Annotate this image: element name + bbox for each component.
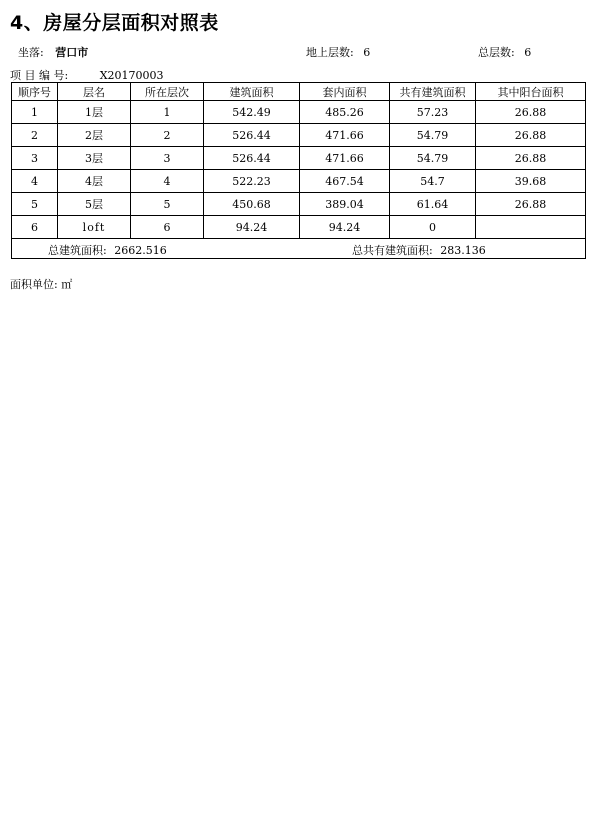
- cell-floor-level: 5: [131, 193, 204, 216]
- area-unit-note: [10, 276, 72, 292]
- floors-total-value: 6: [524, 46, 532, 59]
- location-value: 营口市: [55, 46, 89, 59]
- total-shared-value: 283.136: [440, 244, 486, 257]
- cell-balcony-area: [476, 216, 586, 239]
- cell-unit-area: 467.54: [300, 170, 390, 193]
- cell-shared-area: 54.79: [390, 124, 476, 147]
- cell-unit-area: 471.66: [300, 124, 390, 147]
- cell-shared-area: 54.79: [390, 147, 476, 170]
- cell-floor-level: 6: [131, 216, 204, 239]
- cell-unit-area: 389.04: [300, 193, 390, 216]
- cell-shared-area: 57.23: [390, 101, 476, 124]
- cell-shared-area: 0: [390, 216, 476, 239]
- cell-balcony-area: 26.88: [476, 124, 586, 147]
- page-title: 4、房屋分层面积对照表: [10, 12, 219, 34]
- cell-seq: 3: [12, 147, 58, 170]
- table-row: [12, 216, 586, 239]
- totals-cell: [12, 239, 586, 259]
- floors-above-field: [306, 44, 370, 60]
- cell-building-area: 526.44: [204, 124, 300, 147]
- totals-row: [12, 239, 586, 259]
- unit-value: ㎡: [61, 278, 73, 291]
- cell-balcony-area: 26.88: [476, 147, 586, 170]
- floors-total-field: [478, 44, 531, 60]
- floors-above-label: 地上层数:: [306, 46, 354, 59]
- cell-floor-name: 4层: [58, 170, 131, 193]
- cell-shared-area: 61.64: [390, 193, 476, 216]
- cell-building-area: 526.44: [204, 147, 300, 170]
- cell-floor-name: loft: [58, 216, 131, 239]
- col-header-unit-area: 套内面积: [300, 83, 390, 101]
- total-building-label: 总建筑面积:: [48, 244, 107, 257]
- cell-seq: 6: [12, 216, 58, 239]
- floors-above-value: 6: [363, 46, 371, 59]
- location-label: 坐落:: [18, 46, 44, 59]
- total-shared-area: [352, 242, 486, 258]
- col-header-balcony-area: 其中阳台面积: [476, 83, 586, 101]
- cell-floor-name: 3层: [58, 147, 131, 170]
- cell-building-area: 94.24: [204, 216, 300, 239]
- location-field: [18, 44, 88, 60]
- cell-floor-level: 4: [131, 170, 204, 193]
- project-number-field: [10, 67, 164, 83]
- cell-floor-level: 2: [131, 124, 204, 147]
- cell-unit-area: 471.66: [300, 147, 390, 170]
- cell-balcony-area: 26.88: [476, 193, 586, 216]
- floors-total-label: 总层数:: [478, 46, 515, 59]
- floor-area-table: [11, 82, 586, 259]
- unit-label: 面积单位:: [10, 278, 58, 291]
- table-row: [12, 101, 586, 124]
- cell-building-area: 542.49: [204, 101, 300, 124]
- cell-floor-level: 3: [131, 147, 204, 170]
- cell-balcony-area: 39.68: [476, 170, 586, 193]
- table-row: [12, 193, 586, 216]
- cell-floor-name: 1层: [58, 101, 131, 124]
- col-header-seq: 顺序号: [12, 83, 58, 101]
- total-building-value: 2662.516: [114, 244, 167, 257]
- cell-floor-name: 2层: [58, 124, 131, 147]
- cell-seq: 4: [12, 170, 58, 193]
- cell-seq: 1: [12, 101, 58, 124]
- table-header-row: [12, 83, 586, 101]
- cell-unit-area: 94.24: [300, 216, 390, 239]
- table-row: [12, 124, 586, 147]
- cell-floor-level: 1: [131, 101, 204, 124]
- col-header-floor-level: 所在层次: [131, 83, 204, 101]
- cell-floor-name: 5层: [58, 193, 131, 216]
- cell-building-area: 522.23: [204, 170, 300, 193]
- col-header-shared-area: 共有建筑面积: [390, 83, 476, 101]
- table-row: [12, 170, 586, 193]
- col-header-floor-name: 层名: [58, 83, 131, 101]
- project-label: 项 目 编 号:: [10, 69, 69, 82]
- total-building-area: [48, 242, 167, 258]
- cell-seq: 5: [12, 193, 58, 216]
- col-header-building-area: 建筑面积: [204, 83, 300, 101]
- cell-balcony-area: 26.88: [476, 101, 586, 124]
- cell-seq: 2: [12, 124, 58, 147]
- cell-unit-area: 485.26: [300, 101, 390, 124]
- cell-building-area: 450.68: [204, 193, 300, 216]
- total-shared-label: 总共有建筑面积:: [352, 244, 433, 257]
- cell-shared-area: 54.7: [390, 170, 476, 193]
- project-value: X20170003: [99, 69, 164, 82]
- table-row: [12, 147, 586, 170]
